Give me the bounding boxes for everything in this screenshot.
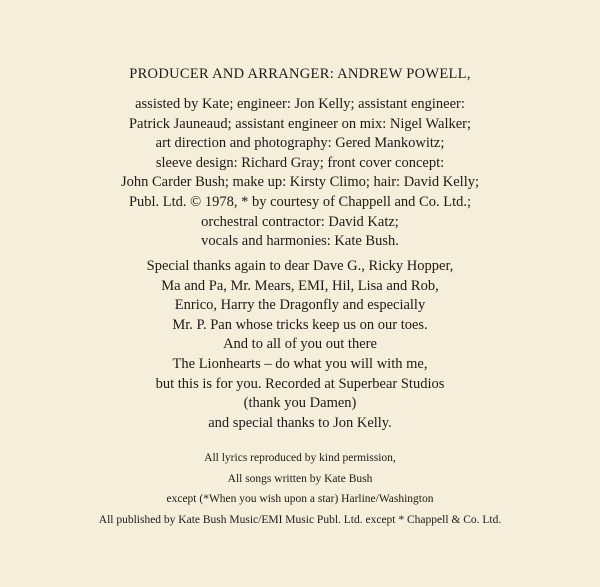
thanks-line: Ma and Pa, Mr. Mears, EMI, Hil, Lisa and Rob, (161, 277, 439, 294)
footer-line: All lyrics reproduced by kind permission, (204, 452, 396, 464)
thanks-line: The Lionhearts – do what you will with me, (172, 355, 428, 372)
thanks-line: Special thanks again to dear Dave G., Ricky Hopper, (146, 258, 454, 274)
thanks-line: Mr. P. Pan whose tricks keep us on our toes. (172, 316, 428, 333)
footer-line: except (*When you wish upon a star) Harline/Washington (166, 493, 434, 505)
credits-line: orchestral contractor: David Katz; (201, 213, 399, 230)
footer-line: All published by Kate Bush Music/EMI Music Publ. Ltd. except * Chappell & Co. Ltd. (98, 513, 502, 526)
thanks-line: And to all of you out there (223, 336, 377, 353)
thanks-block (0, 257, 600, 433)
footer-line: All songs written by Kate Bush (227, 472, 373, 485)
thanks-line: (thank you Damen) (243, 395, 357, 412)
thanks-line: and special thanks to Jon Kelly. (208, 414, 392, 431)
thanks-line: Enrico, Harry the Dragonfly and especially (174, 297, 426, 314)
credits-line: vocals and harmonies: Kate Bush. (201, 233, 399, 250)
credits-line: Patrick Jauneaud; assistant engineer on mix: Nigel Walker; (128, 115, 472, 132)
thanks-line: but this is for you. Recorded at Superbear Studios (155, 375, 445, 392)
credits-line: art direction and photography: Gered Mankowitz; (155, 135, 445, 152)
copyright-footer (0, 448, 600, 530)
credits-line: John Carder Bush; make up: Kirsty Climo; hair: David Kelly; (120, 174, 480, 191)
producer-heading: PRODUCER AND ARRANGER: ANDREW POWELL, (129, 66, 471, 82)
credits-line: sleeve design: Richard Gray; front cover concept: (155, 154, 445, 171)
credits-line: assisted by Kate; engineer: Jon Kelly; assistant engineer: (135, 96, 465, 112)
credits-block (0, 95, 600, 252)
credits-line: Publ. Ltd. © 1978, * by courtesy of Chappell and Co. Ltd.; (128, 193, 472, 210)
